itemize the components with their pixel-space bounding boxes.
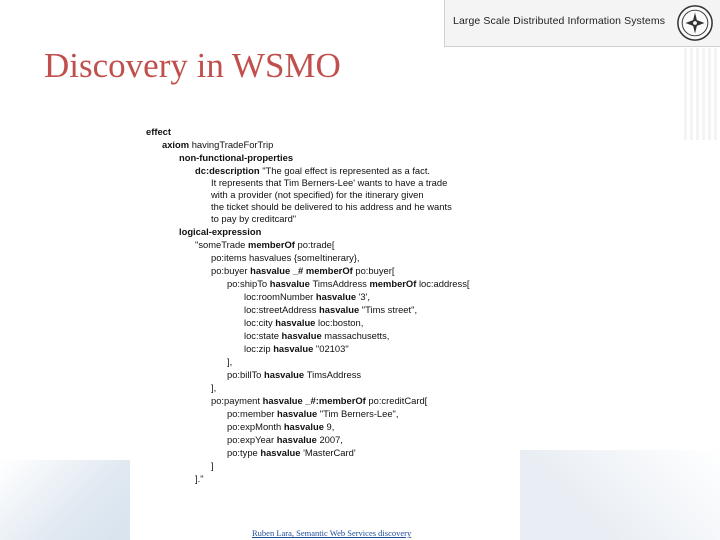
code-block [134, 118, 518, 496]
university-seal-icon [676, 4, 714, 42]
code-text: po:buyer [211, 265, 251, 276]
decorative-background-left [0, 460, 130, 540]
code-keyword: dc:description [195, 165, 263, 176]
code-line [211, 177, 447, 189]
code-keyword: hasvalue _# memberOf [250, 265, 356, 276]
code-text: 9, [326, 421, 335, 432]
code-text: po:expYear [227, 434, 277, 445]
code-keyword: effect [146, 126, 172, 137]
code-text: massachusetts, [324, 330, 390, 341]
code-line [146, 126, 171, 138]
code-text: loc:zip [244, 343, 274, 354]
code-text: "Tim Berners-Lee", [319, 408, 399, 419]
code-text: ]." [195, 473, 204, 484]
code-keyword: hasvalue [283, 421, 327, 432]
code-text: po:shipTo [227, 278, 270, 289]
code-line [227, 447, 356, 459]
code-line [227, 434, 343, 446]
code-text: TimsAddress [312, 278, 370, 289]
code-line [244, 317, 363, 329]
code-line [179, 226, 261, 238]
banner-title: Large Scale Distributed Information Systems [453, 15, 666, 27]
code-text: with a provider (not specified) for the itinerary given [211, 189, 424, 200]
code-keyword: hasvalue [260, 447, 304, 458]
code-keyword: logical-expression [179, 226, 262, 237]
code-keyword: hasvalue [273, 343, 316, 354]
code-text: "02103" [315, 343, 349, 354]
code-line [211, 189, 424, 201]
code-keyword: memberOf [369, 278, 419, 289]
code-text: ], [227, 356, 233, 367]
code-text: TimsAddress [306, 369, 362, 380]
code-text: po:creditCard[ [368, 395, 428, 406]
code-line [195, 473, 204, 485]
code-line [227, 278, 470, 290]
code-keyword: hasvalue [315, 291, 359, 302]
code-keyword: axiom [162, 139, 192, 150]
code-line [195, 165, 430, 177]
code-keyword: hasvalue [281, 330, 325, 341]
code-text: It represents that Tim Berners-Lee' wants to have a trade [211, 177, 448, 188]
code-line [162, 139, 273, 151]
code-text: 2007, [319, 434, 343, 445]
code-keyword: hasvalue [276, 434, 320, 445]
code-line [179, 152, 293, 164]
footer-link[interactable]: Ruben Lara, Semantic Web Services discovery [252, 528, 412, 538]
code-line [244, 304, 417, 316]
code-line [211, 382, 216, 394]
code-text: '3', [358, 291, 371, 302]
code-text: loc:state [244, 330, 282, 341]
code-text: ], [211, 382, 217, 393]
code-keyword: non-functional-properties [179, 152, 294, 163]
code-line [227, 369, 361, 381]
slide-title: Discovery in WSMO [44, 46, 341, 85]
code-text: po:type [227, 447, 261, 458]
code-line [244, 330, 389, 342]
code-text: "Tims street", [361, 304, 418, 315]
code-text: loc:city [244, 317, 276, 328]
code-line [211, 252, 360, 264]
code-text: po:billTo [227, 369, 264, 380]
code-line [227, 356, 232, 368]
code-keyword: hasvalue [319, 304, 362, 315]
code-text: the ticket should be delivered to his address and he wants [211, 201, 452, 212]
code-text: 'MasterCard' [303, 447, 356, 458]
code-text: po:member [227, 408, 278, 419]
code-text: po:trade[ [297, 239, 335, 250]
code-text: loc:streetAddress [244, 304, 320, 315]
code-line [211, 201, 452, 213]
code-text: loc:boston, [318, 317, 364, 328]
code-text: "someTrade [195, 239, 248, 250]
code-text: "The goal effect is represented as a fact. [262, 165, 431, 176]
code-text: havingTradeForTrip [191, 139, 274, 150]
code-line [211, 265, 394, 277]
code-line [244, 343, 349, 355]
code-line [195, 239, 335, 251]
code-text: po:expMonth [227, 421, 284, 432]
code-line [227, 408, 399, 420]
header-banner [444, 0, 720, 47]
code-keyword: hasvalue [277, 408, 320, 419]
code-line [211, 460, 214, 472]
code-text: ] [211, 460, 214, 471]
code-line [211, 395, 427, 407]
decorative-background-right [520, 450, 720, 540]
code-line [227, 421, 334, 433]
code-text: to pay by creditcard" [211, 213, 297, 224]
decorative-stripes [684, 48, 720, 140]
code-text: po:items hasvalues {someItinerary}, [211, 252, 360, 263]
code-text: loc:address[ [418, 278, 470, 289]
code-keyword: hasvalue _#:memberOf [262, 395, 369, 406]
code-line [211, 213, 296, 225]
code-line [244, 291, 370, 303]
code-keyword: hasvalue [269, 278, 313, 289]
code-text: po:payment [211, 395, 263, 406]
code-keyword: memberOf [248, 239, 298, 250]
code-keyword: hasvalue [275, 317, 318, 328]
code-text: po:buyer[ [355, 265, 395, 276]
code-text: loc:roomNumber [244, 291, 316, 302]
code-keyword: hasvalue [264, 369, 307, 380]
